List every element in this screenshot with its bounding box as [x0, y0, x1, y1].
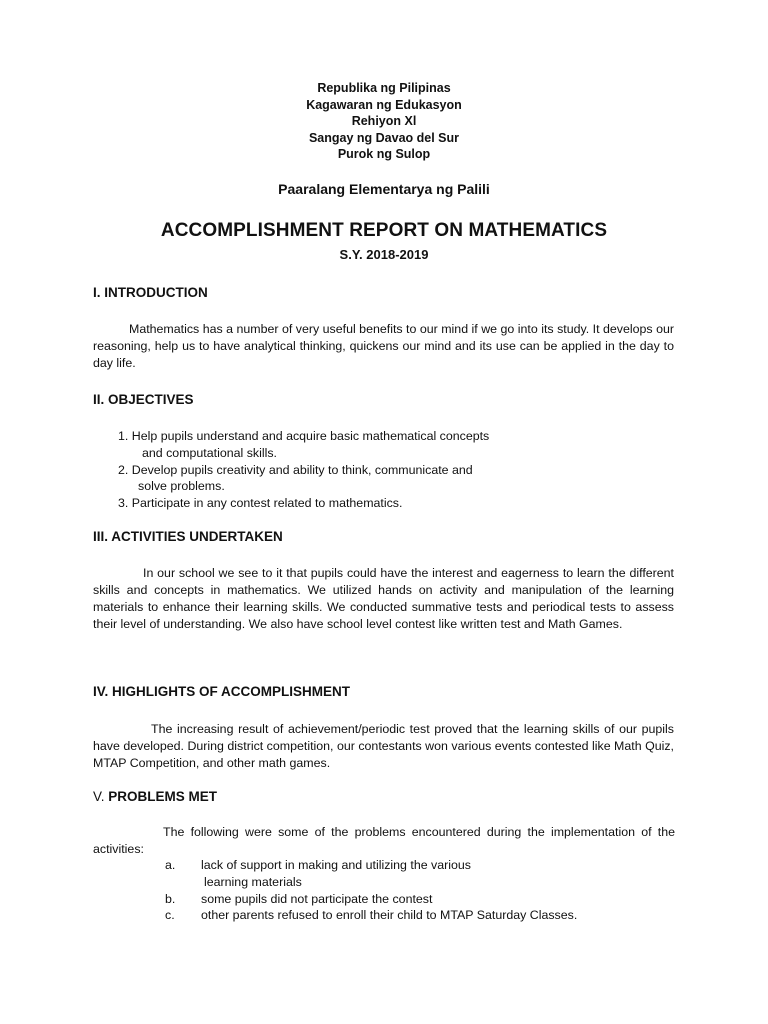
objective-item-1: 1. Help pupils understand and acquire basic mathematical concepts: [118, 429, 490, 443]
letterhead-country: Republika ng Pilipinas: [317, 81, 451, 95]
problems-heading-text: PROBLEMS MET: [108, 789, 218, 804]
problem-text-cont: learning materials: [204, 874, 302, 889]
letterhead-district: Purok ng Sulop: [337, 147, 431, 161]
problems-intro-text: The following were some of the problems encountered during the implementation of the activities:: [93, 825, 675, 856]
objective-item-1-cont: and computational skills.: [142, 445, 277, 460]
letterhead-division: Sangay ng Davao del Sur: [308, 130, 460, 145]
problem-text: other parents refused to enroll their child to MTAP Saturday Classes.: [201, 908, 578, 923]
highlights-paragraph: [93, 721, 674, 772]
letterhead-region: Rehiyon Xl: [351, 114, 417, 128]
problem-marker: b.: [165, 891, 176, 906]
highlights-heading: IV. HIGHLIGHTS OF ACCOMPLISHMENT: [93, 684, 351, 699]
activities-text: In our school we see to it that pupils could have the interest and eagerness to learn the different skills and concepts in mathematics. We utilized hands on activity and manipulation of the learning materials to enhance their learning skills. We conducted summative tests and periodical tests to assess their level of understanding. We also have school level contest like written test and Math Games.: [93, 566, 674, 631]
problem-item-b: [93, 891, 675, 908]
activities-heading: III. ACTIVITIES UNDERTAKEN: [93, 529, 283, 544]
report-title: ACCOMPLISHMENT REPORT ON MATHEMATICS: [160, 220, 608, 241]
introduction-heading: I. INTRODUCTION: [93, 285, 208, 300]
problem-item-a-cont: [93, 874, 675, 891]
problem-item-c: [93, 907, 675, 924]
problem-marker: a.: [165, 858, 176, 872]
problem-text: some pupils did not participate the contest: [201, 891, 433, 906]
problems-intro: [93, 824, 675, 858]
activities-paragraph: [93, 565, 674, 633]
problem-marker: c.: [165, 908, 175, 923]
highlights-text: The increasing result of achievement/periodic test proved that the learning skills of our pupils have developed. During district competition, our contestants won various events contested like Math Quiz, MTAP Competition, and other math games.: [93, 722, 674, 770]
objective-item-2-cont: solve problems.: [138, 479, 225, 494]
objective-item-3: 3. Participate in any contest related to mathematics.: [118, 496, 403, 511]
problem-text: lack of support in making and utilizing the various: [201, 858, 471, 872]
school-name: Paaralang Elementarya ng Palili: [278, 181, 490, 197]
school-year: S.Y. 2018-2019: [339, 247, 429, 262]
introduction-paragraph: [93, 321, 674, 372]
letterhead-department: Kagawaran ng Edukasyon: [306, 97, 462, 112]
problems-heading-numeral: V.: [93, 789, 105, 804]
letterhead: [0, 80, 768, 163]
problem-item-a: [93, 857, 675, 874]
problems-list: [93, 857, 675, 924]
introduction-text: Mathematics has a number of very useful benefits to our mind if we go into its study. It develops our reasoning, help us to have analytical thinking, quickens our mind and its use can be applied in the day to day life.: [93, 322, 674, 370]
objectives-heading: II. OBJECTIVES: [93, 392, 194, 407]
problems-heading: [93, 789, 217, 804]
objectives-list: [118, 428, 489, 512]
objective-item-2: 2. Develop pupils creativity and ability to think, communicate and: [118, 462, 473, 477]
